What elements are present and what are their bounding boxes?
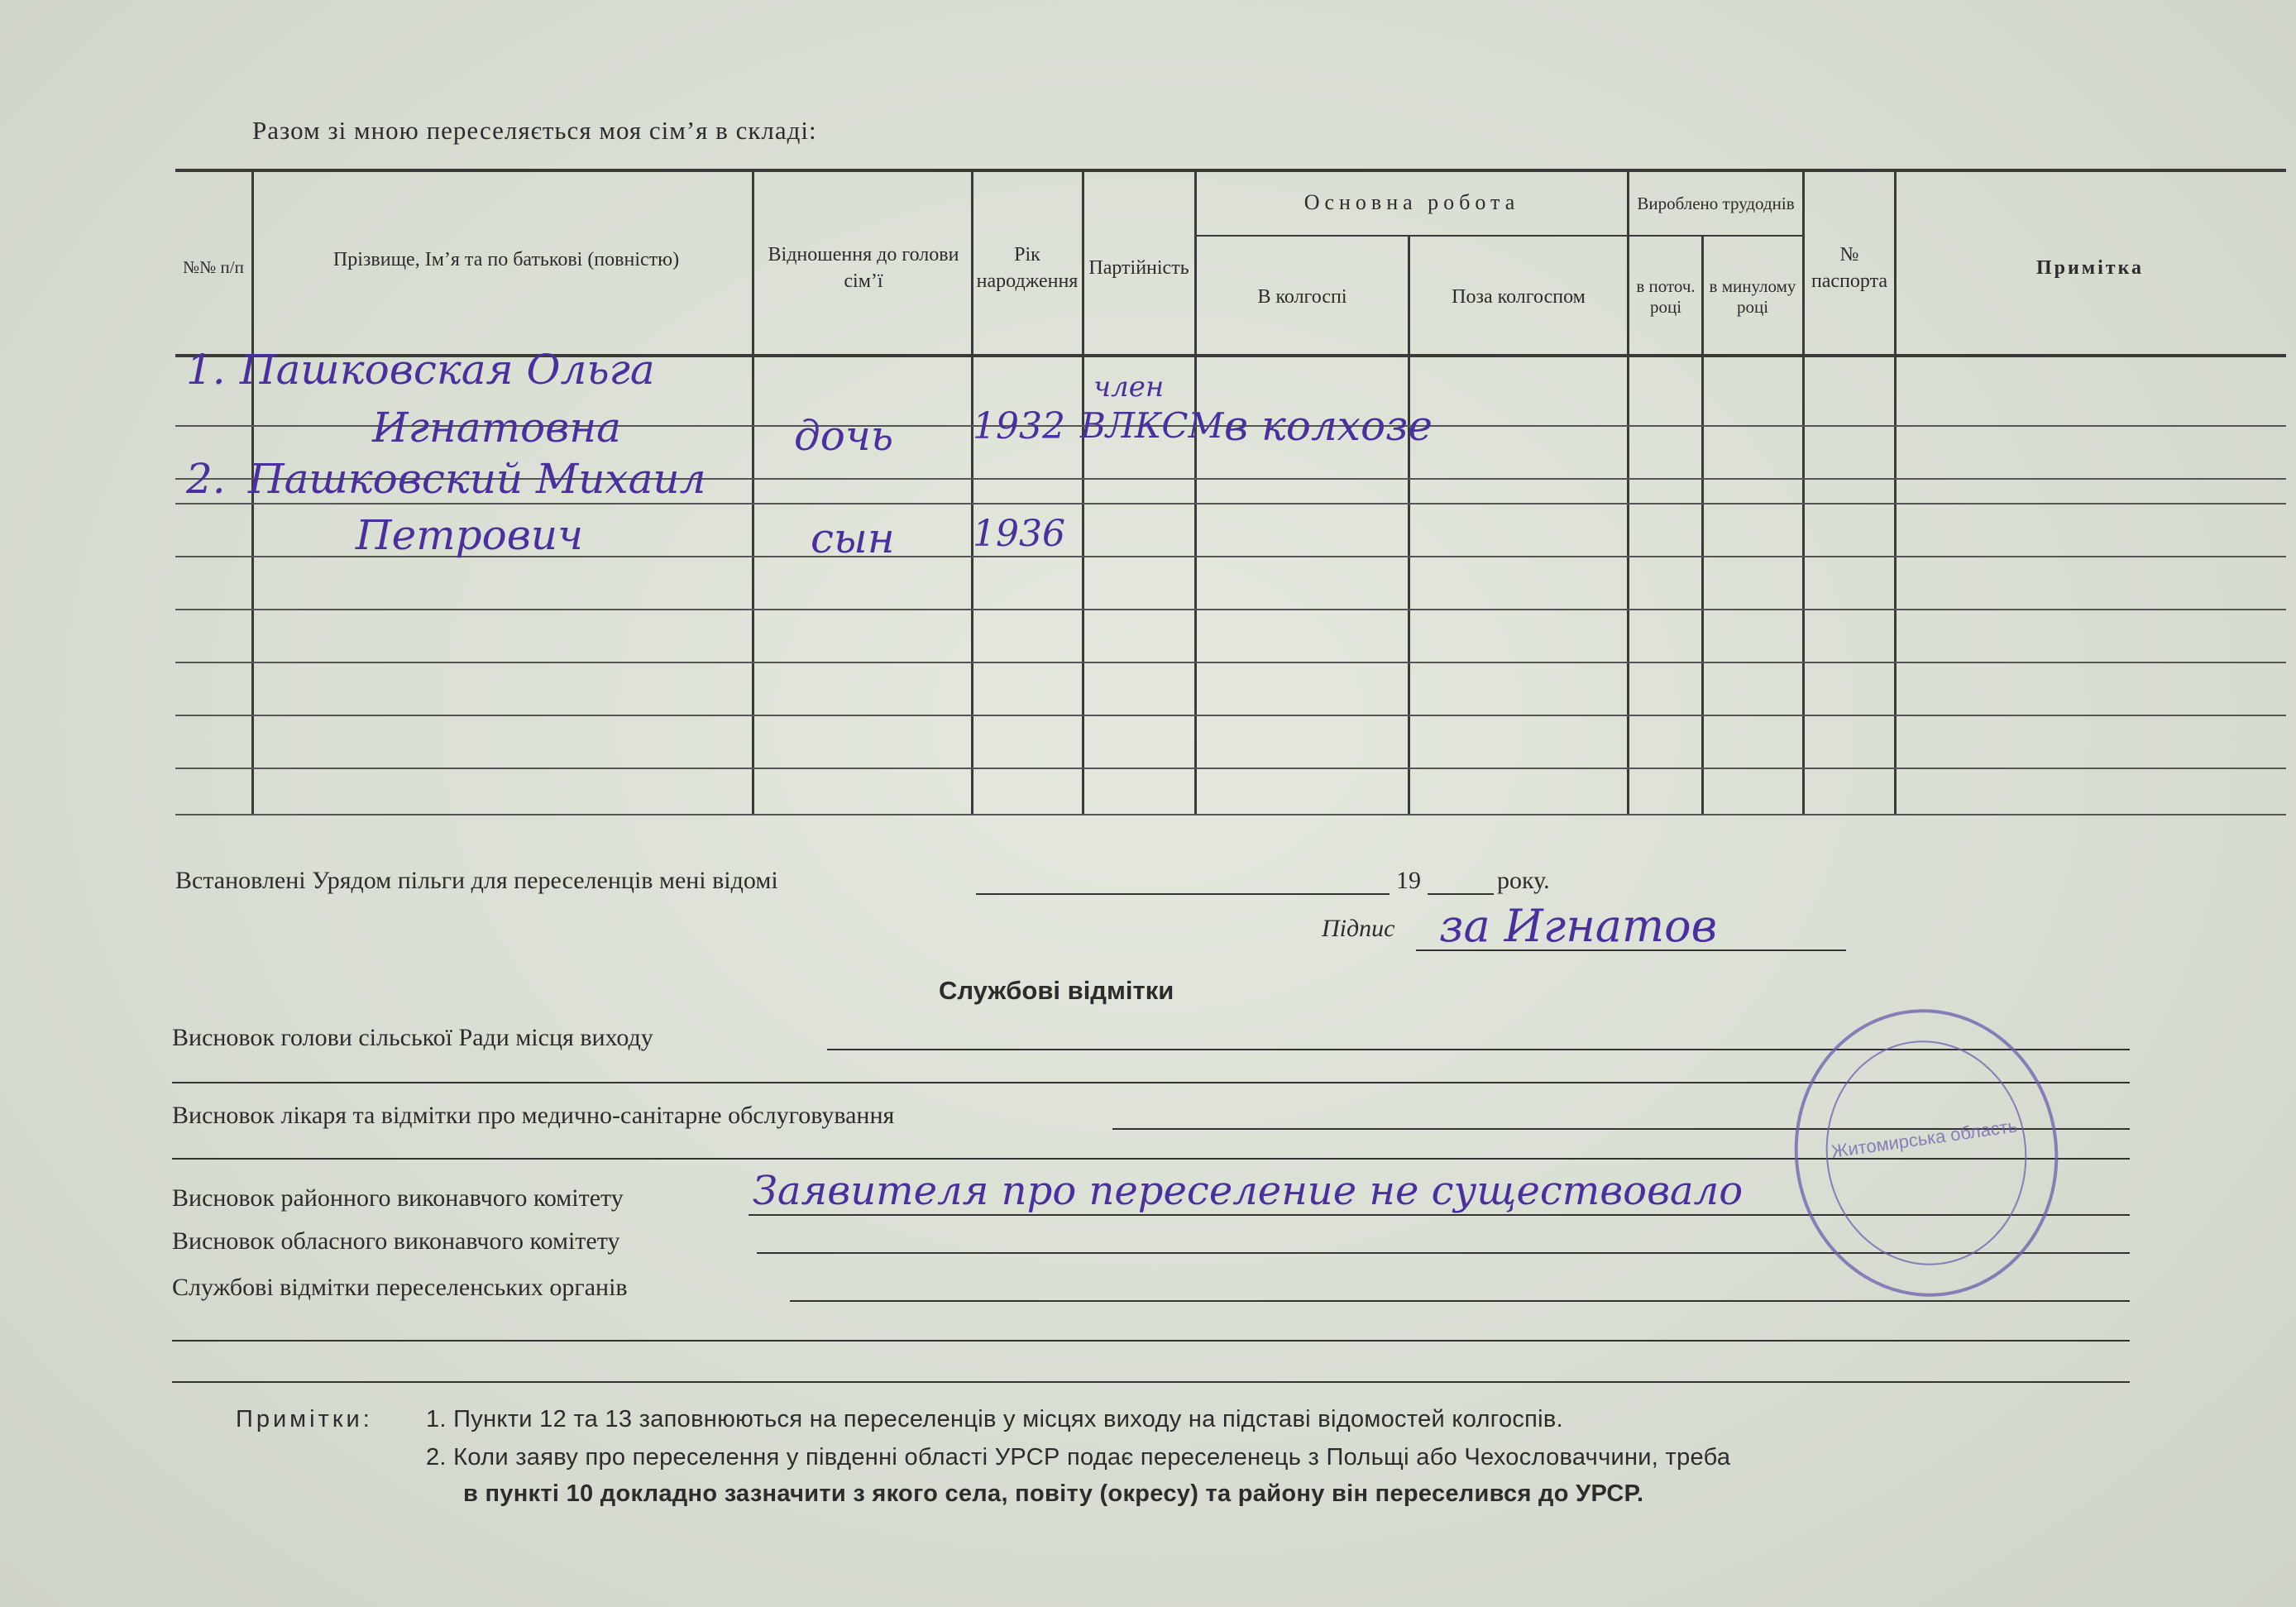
row1-relation: дочь xyxy=(794,412,894,460)
signature-value: за Игнатов xyxy=(1439,900,1718,952)
district-value: Заявителя про переселение не существовало xyxy=(753,1168,1744,1214)
blank-line xyxy=(172,1340,2130,1342)
header-workdays: Вироблено трудоднів xyxy=(1637,194,1795,214)
col-line xyxy=(971,169,973,814)
header-work-outside: Поза колгоспом xyxy=(1452,285,1586,308)
row-line xyxy=(175,609,2286,610)
row2-num: 2. xyxy=(186,455,226,503)
note-1: 1. Пункти 12 та 13 заповнюються на переселенців у місцях виходу на підставі відомостей колгоспів. xyxy=(426,1406,1563,1432)
stamp-text: Житомирська область xyxy=(1830,1115,2019,1162)
row1-party: ВЛКСМ xyxy=(1080,405,1224,446)
row-line xyxy=(175,503,2286,505)
row2-surname: Пашковский Михаил xyxy=(248,455,706,503)
benefits-year-suffix: року. xyxy=(1497,867,1550,894)
year-blank xyxy=(1428,893,1494,895)
header-party: Партійність xyxy=(1088,256,1189,279)
row2-patronymic: Петрович xyxy=(356,511,584,559)
header-passport: № паспорта xyxy=(1810,243,1888,292)
workdays-subheader-line xyxy=(1627,235,1802,237)
col-line xyxy=(1701,235,1704,814)
notes-label: Примітки: xyxy=(236,1406,373,1432)
blank-line xyxy=(172,1381,2130,1383)
service-title: Службові відмітки xyxy=(939,976,1174,1005)
header-work-kolgosp: В колгоспі xyxy=(1257,285,1347,308)
row1-num: 1. xyxy=(186,346,226,394)
header-num: №№ п/п xyxy=(183,257,244,278)
header-work: Основна робота xyxy=(1303,190,1520,215)
row-line xyxy=(175,662,2286,663)
note-2a: 2. Коли заяву про переселення у південні області УРСР подає переселенець з Польщі або Чехословаччини, треба xyxy=(426,1444,1731,1471)
regional-label: Висновок обласного виконавчого комітету xyxy=(172,1227,620,1255)
village-council-label: Висновок голови сільської Ради місця виходу xyxy=(172,1024,653,1051)
row1-patronymic: Игнатовна xyxy=(372,404,621,452)
col-line xyxy=(752,169,754,814)
col-line xyxy=(1802,169,1805,814)
row-line xyxy=(175,715,2286,716)
row1-surname: Пашковская Ольга xyxy=(240,346,655,394)
header-note: Примітка xyxy=(2035,256,2145,279)
district-label: Висновок районного виконавчого комітету xyxy=(172,1184,624,1212)
row2-year: 1936 xyxy=(973,513,1065,555)
row-line xyxy=(175,814,2286,815)
family-intro: Разом зі мною переселяється моя сім’я в складі: xyxy=(252,116,817,145)
benefits-blank xyxy=(976,893,1390,895)
row1-party-top: член xyxy=(1093,371,1165,404)
doctor-label: Висновок лікаря та відмітки про медично-санітарне обслуговування xyxy=(172,1102,895,1129)
note-2b: в пункті 10 докладно зазначити з якого села, повіту (окресу) та району він переселився до УРСР. xyxy=(463,1480,1644,1507)
row1-year: 1932 xyxy=(973,405,1065,447)
header-workdays-current: в поточ. році xyxy=(1636,275,1696,317)
col-line xyxy=(1194,169,1197,814)
row-line xyxy=(175,768,2286,769)
header-workdays-last: в минулому році xyxy=(1709,275,1796,317)
header-relation: Відношення до голови сім’ї xyxy=(768,243,959,292)
row2-relation: сын xyxy=(811,514,895,562)
col-line xyxy=(1082,169,1084,814)
col-line xyxy=(1408,235,1410,814)
official-stamp xyxy=(1776,992,2076,1314)
header-name: Прізвище, Ім’я та по батькові (повністю) xyxy=(332,248,680,270)
benefits-text: Встановлені Урядом пільги для переселенців мені відомі xyxy=(175,867,778,894)
resettlement-line xyxy=(790,1300,2130,1302)
table-top-border xyxy=(175,169,2286,172)
resettlement-label: Службові відмітки переселенських органів xyxy=(172,1274,628,1301)
row1-work: в колхозе xyxy=(1224,402,1433,450)
col-line xyxy=(1627,169,1629,814)
signature-label: Підпис xyxy=(1322,915,1395,942)
header-year: Рік народження xyxy=(976,243,1079,292)
col-line xyxy=(1894,169,1897,814)
benefits-year-prefix: 19 xyxy=(1396,867,1421,894)
